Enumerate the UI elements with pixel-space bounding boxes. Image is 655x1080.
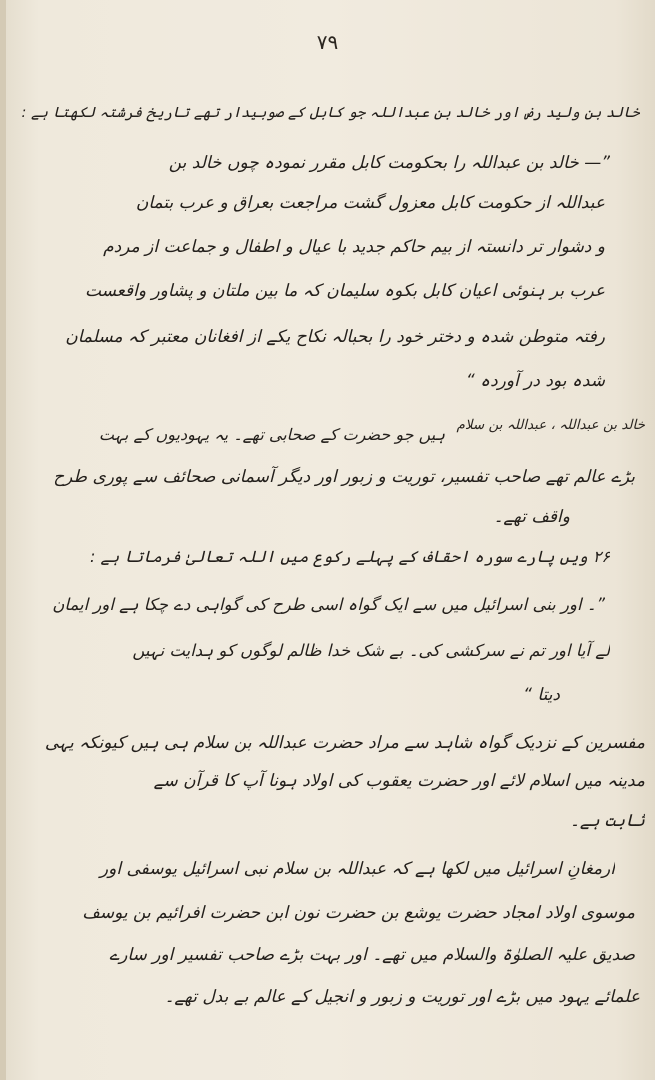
paragraph-1-line-5: عرب بر ہنوئی اعیان کابل بکوہ سلیمان کہ ما بین ملتان و پشاور واقعست (84, 281, 605, 301)
paragraph-1-line-7: شدہ بود در آوردہ “ (465, 371, 605, 391)
paragraph-1-line-3: عبداللہ از حکومت کابل معزول گشت مراجعت بعراق و عرب بتمان (135, 193, 605, 213)
paragraph-1-line-2: ”— خالد بن عبداللہ را بحکومت کابل مقرر نمودہ چوں خالد بن (168, 153, 610, 173)
paragraph-5-line-4: علمائے یہود میں بڑے اور توریت و زبور و انجیل کے عالم بے بدل تھے۔ (164, 987, 640, 1007)
paragraph-4-line-3: ثابت ہے۔ (569, 811, 645, 831)
paragraph-3-line-4: دیتا “ (523, 685, 560, 705)
paragraph-5-line-2: موسوی اولاد امجاد حضرت یوشع بن حضرت نون ابن حضرت افرائیم بن یوسف (82, 903, 635, 923)
paragraph-3-line-3: لے آیا اور تم نے سرکشی کی۔ بے شک خدا ظالم لوگوں کو ہدایت نہیں (132, 641, 610, 660)
margin-note: خالد بن عبداللہ ، عبداللہ بن سلام (456, 417, 645, 433)
paragraph-5-line-1: ارمغانِ اسرائیل میں لکھا ہے کہ عبداللہ بن سلام نبی اسرائیل یوسفی اور (99, 859, 615, 879)
paragraph-2-line-3: واقف تھے۔ (493, 507, 570, 527)
paragraph-3-line-2: ”۔ اور بنی اسرائیل میں سے ایک گواہ اسی طرح کی گواہی دے چکا ہے اور ایمان (52, 595, 605, 614)
paragraph-2-line-2: بڑے عالم تھے صاحب تفسیر، توریت و زبور اور دیگر آسمانی صحائف سے پوری طرح (53, 467, 635, 487)
paragraph-2-line-1: ہیں جو حضرت کے صحابی تھے۔ یہ یہودیوں کے بہت (98, 425, 445, 444)
paragraph-3-line-1: ۲۶ ویں پارے سورہ احقاف کے پہلے رکوع میں اللہ تعالیٰ فرماتا ہے : (90, 547, 610, 566)
page-number: ۷۹ (316, 30, 339, 54)
paragraph-1-line-1: خالد بن ولید رض اور خالد بن عبداللہ جو کابل کے صوبیدار تھے تاریخ فرشتہ لکھتا ہے : (21, 105, 640, 121)
paragraph-4-line-1: مفسرین کے نزدیک گواہ شاہد سے مراد حضرت عبداللہ بن سلام ہی ہیں کیونکہ یہی (44, 733, 645, 753)
paragraph-5-line-3: صدیق علیہ الصلوٰۃ والسلام میں تھے۔ اور بہت بڑے صاحب تفسیر اور سارے (109, 945, 635, 965)
paragraph-1-line-6: رفتہ متوطن شدہ و دختر خود را بحبالہ نکاح یکے از افغانان معتبر کہ مسلمان (65, 327, 605, 347)
paragraph-1-line-4: و دشوار تر دانستہ از بیم حاکم جدید با عیال و اطفال و جماعت از مردم (103, 237, 605, 257)
paragraph-4-line-2: مدینہ میں اسلام لائے اور حضرت یعقوب کی اولاد ہونا آپ کا قرآن سے (153, 771, 645, 791)
